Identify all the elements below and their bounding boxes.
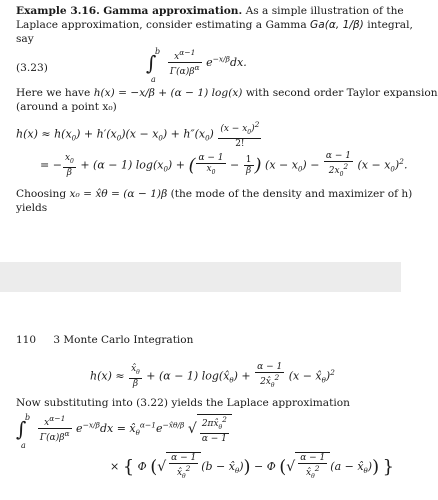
laplace-approximation-line2: × { Φ (√ $\frac{\alpha - 1}{x̂_\theta^2}$ $(b - x̂_\theta)) - \Phi$ (√ $\frac{\alpha - 1}{x̂_\theta^2}$ $(a - x̂_\theta)$) } bbox=[110, 453, 395, 480]
running-header bbox=[16, 334, 193, 346]
yields-line: yields bbox=[16, 202, 48, 214]
chapter-title: 3 Monte Carlo Integration bbox=[53, 334, 194, 346]
bottom-page bbox=[0, 292, 401, 500]
intro-line1: As a simple illustration of the bbox=[245, 5, 404, 17]
mode-definition: x₀ = x̂θ = (α − 1)β bbox=[69, 188, 168, 200]
example-label: Example 3.16. bbox=[16, 5, 100, 17]
h-approximation: h(x) ≈ $\frac{x̂_\theta}{\beta}$ + (α − 1) $\log(x̂_\theta)$ + $\frac{\alpha - 1}{2x̂_\theta^2}$ $(x - x̂_\theta)^2$ bbox=[90, 362, 335, 389]
now-substituting-line: Now substituting into (3.22) yields the Laplace approximation bbox=[16, 397, 350, 409]
equation-3-23: ∫ b a $\frac{x^{\alpha-1}}{\Gamma(\alpha)\beta^\alpha}$ $e^{-x/\beta}dx$. bbox=[146, 46, 247, 84]
laplace-approximation-line1: ∫ b a $\frac{x^{\alpha-1}}{\Gamma(\alpha)\beta^\alpha}$ $e^{-x/\beta}dx$ = $x̂_\theta^{\alpha-1}e^{-x̂\theta/\beta}$ √ $\frac{2\pi x̂_\theta^2}{\alpha - 1}$ bbox=[16, 414, 232, 444]
choosing-line: Choosing x₀ = x̂θ = (α − 1)β (the mode of the density and maximizer of h) bbox=[16, 188, 413, 200]
example-title: Gamma approximation. bbox=[103, 5, 243, 17]
taylor-expansion-line2: = − $\frac{x_0}{\beta}$ + (α − 1) $\log(x_0)$ + ( $\frac{\alpha - 1}{x_0}$ − $\frac{1}{\beta}$ ) $(x - x_0)$ − $\frac{\alpha - 1}{2x_0^2}$ $(x - x_0)^2$. bbox=[40, 151, 408, 178]
gamma-fraction: $\frac{x^{\alpha-1}}{\Gamma(\alpha)\beta^\alpha}$ bbox=[169, 48, 200, 77]
gamma-notation: Ga(α, 1/β) bbox=[310, 19, 364, 31]
intro-line2: Laplace approximation, consider estimating a Gamma Ga(α, 1/β) integral, bbox=[16, 19, 413, 31]
page-number: 110 bbox=[16, 334, 37, 346]
intro-line3: say bbox=[16, 33, 34, 45]
page-separator bbox=[0, 262, 401, 292]
here-line1: Here we have h(x) = −x/β + (α − 1) log(x) with second order Taylor expansion bbox=[16, 87, 438, 99]
h-definition: h(x) = −x/β + (α − 1) log(x) bbox=[93, 87, 243, 99]
integral-sign: ∫ b a bbox=[146, 46, 161, 84]
here-line2: (around a point x₀) bbox=[16, 101, 117, 113]
example-heading-line bbox=[16, 4, 404, 18]
equation-number: (3.23) bbox=[16, 62, 48, 74]
taylor-expansion-line1: $h(x) \approx h(x_0) + h'(x_0)(x - x_0) + h''(x_0)$ $\frac{(x - x_0)^2}{2!}$ bbox=[16, 120, 260, 149]
